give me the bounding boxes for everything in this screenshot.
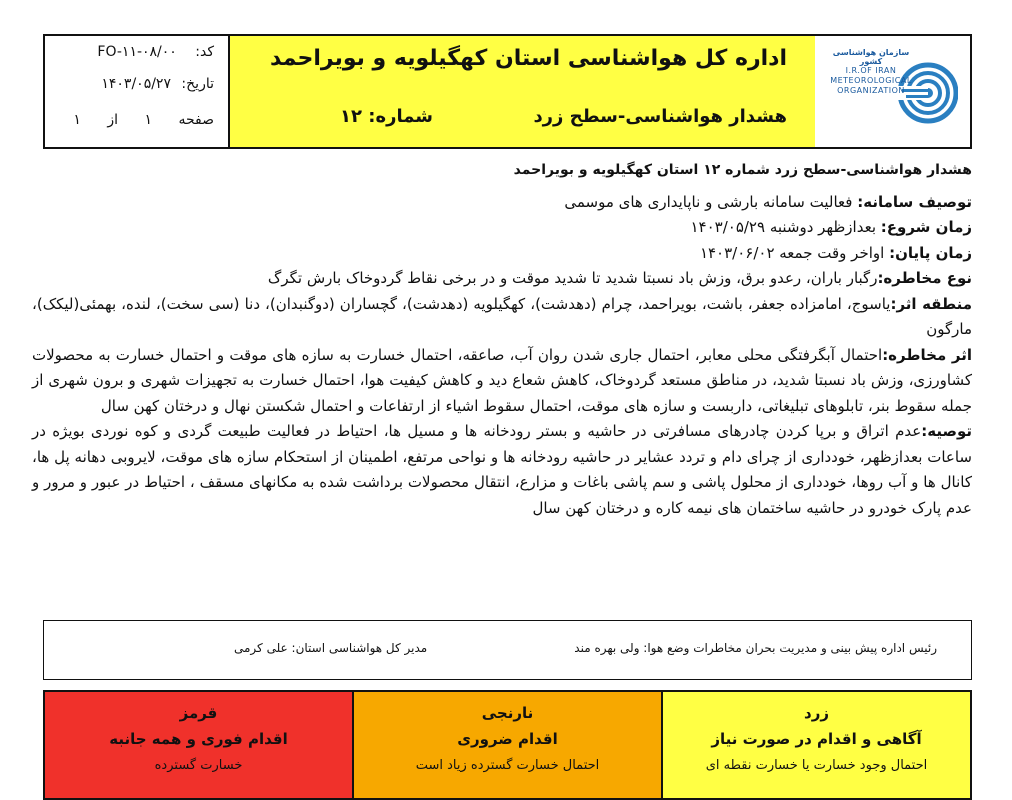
warning-levels-legend xyxy=(43,690,972,800)
system-description-line xyxy=(32,190,972,216)
logo-text xyxy=(827,48,915,96)
end-time-line xyxy=(32,241,972,267)
warning-number-value: ۱۲ xyxy=(340,106,362,127)
logo-english-line-3: ORGANIZATION xyxy=(837,86,905,95)
date-row xyxy=(101,76,214,92)
page-row xyxy=(73,112,214,128)
hazard-type-value: رگبار باران، رعدو برق، وزش باد نسبتا شدید تا شدید موقت و در برخی نقاط گردوخاک بارش تگرگ xyxy=(267,269,878,287)
advice-value: عدم اتراق و برپا کردن چادرهای مسافرتی در حاشیه و بستر رودخانه ها و مسیل ها، احتیاط در فعالیت طبیعت گردی و کوه نوردی بویژه در ساعات بعدازظهر، خودداری از چرای دام و تردد عشایر در حاشیه رودخانه ها و نواحی مرتفع، اطمینان از استحکام سازه های موقت، لایروبی دهانه پل ها، کانال ها و آب روها، خودداری از محلول پاشی و سم پاشی باغات و مزارع، انتقال محصولات برداشت شده به مکانهای مسقف ، احتیاط در عبور و مرور و عدم پارک خودرو در حاشیه ساختمان های نیمه کاره و درختان کهن سال xyxy=(32,422,972,517)
level-yellow-action: آگاهی و اقدام در صورت نیاز xyxy=(711,730,922,748)
level-orange-name: نارنجی xyxy=(481,704,534,722)
end-time-value: اواخر وقت جمعه ۱۴۰۳/۰۶/۰۲ xyxy=(699,243,890,262)
document-meta-cell xyxy=(45,36,228,147)
level-red-description: خسارت گسترده xyxy=(154,758,243,773)
level-orange-action: اقدام ضروری xyxy=(457,730,558,748)
warning-title: هشدار هواشناسی-سطح زرد xyxy=(533,106,787,127)
system-description-label: توصیف سامانه: xyxy=(857,192,972,211)
level-yellow xyxy=(663,692,970,798)
page-current: ۱ xyxy=(144,112,153,128)
level-red xyxy=(45,692,354,798)
page-of: از xyxy=(107,112,119,128)
affected-area-value: یاسوج، امامزاده جعفر، باشت، بویراحمد، چرام (دهدشت)، کهگیلویه (دهدشت)، گچساران (دوگنبدان)، دنا (سی سخت)، لنده، بهمئی(لیکک)، مارگون xyxy=(32,294,972,338)
logo-english-line-1: I.R.OF IRAN xyxy=(845,66,897,75)
advice-line xyxy=(32,419,972,521)
level-yellow-name: زرد xyxy=(804,704,829,722)
date-label: تاریخ: xyxy=(181,76,214,92)
logo-english-line-2: METEOROLOGICAL xyxy=(830,76,912,85)
signature-box xyxy=(43,620,972,680)
warning-number xyxy=(340,106,433,127)
title-cell xyxy=(228,36,815,147)
body-headline: هشدار هواشناسی-سطح زرد شماره ۱۲ استان کهگیلویه و بویراحمد xyxy=(513,162,972,178)
warning-number-label: شماره: xyxy=(368,106,433,127)
level-orange-description: احتمال خسارت گسترده زیاد است xyxy=(415,758,600,773)
logo-persian-text: سازمان هواشناسی کشور xyxy=(832,48,910,66)
logo-cell xyxy=(813,36,970,147)
hazard-type-label: نوع مخاطره: xyxy=(877,269,972,287)
director-general-signature: مدیر کل هواشناسی استان: علی کرمی xyxy=(234,641,428,655)
start-time-line xyxy=(32,215,972,241)
page-total: ۱ xyxy=(73,112,81,128)
forecast-head-signature: رئیس اداره پیش بینی و مدیریت بحران مخاطرات وضع هوا: ولی بهره مند xyxy=(574,641,937,655)
start-time-value: بعدازظهر دوشنبه ۱۴۰۳/۰۵/۲۹ xyxy=(690,218,881,236)
level-red-action: اقدام فوری و همه جانبه xyxy=(109,730,288,748)
end-time-label: زمان پایان: xyxy=(889,243,972,262)
start-time-label: زمان شروع: xyxy=(880,218,972,236)
code-row xyxy=(97,44,214,60)
code-value: FO-۱۱-۰۸/۰۰ xyxy=(97,44,177,60)
hazard-type-line xyxy=(32,266,972,292)
code-label: کد: xyxy=(195,44,214,60)
warning-body xyxy=(32,158,972,521)
level-orange xyxy=(354,692,663,798)
affected-area-line xyxy=(32,292,972,343)
system-description-value: فعالیت سامانه بارشی و ناپایداری های موسمی xyxy=(564,192,858,211)
page-label: صفحه xyxy=(178,112,214,128)
advice-label: توصیه: xyxy=(921,422,972,440)
organization-title: اداره کل هواشناسی استان کهگیلویه و بویراحمد xyxy=(270,46,787,71)
document-header xyxy=(43,34,972,149)
hazard-impact-value: احتمال آبگرفتگی محلی معابر، احتمال جاری شدن روان آب، صاعقه، احتمال خسارت به سازه های موقت و احتمال خسارت به محصولات کشاورزی، وزش باد نسبتا شدید، در مناطق مستعد گردوخاک، کاهش شعاع دید و کاهش کیفیت هوا، احتمال خسارت به تجهیزات شهری و برون شهری از جمله سقوط بنر، تابلوهای تبلیغاتی، داربست و سازه های موقت، احتمال سقوط اشیاء از ارتفاعات و احتمال شکستن نهال و درختان کهن سال xyxy=(32,345,972,415)
hazard-impact-label: اثر مخاطره: xyxy=(882,345,972,364)
date-value: ۱۴۰۳/۰۵/۲۷ xyxy=(101,76,171,92)
hazard-impact-line xyxy=(32,343,972,420)
level-yellow-description: احتمال وجود خسارت یا خسارت نقطه ای xyxy=(705,758,928,773)
affected-area-label: منطقه اثر: xyxy=(890,294,972,313)
level-red-name: قرمز xyxy=(179,704,218,722)
